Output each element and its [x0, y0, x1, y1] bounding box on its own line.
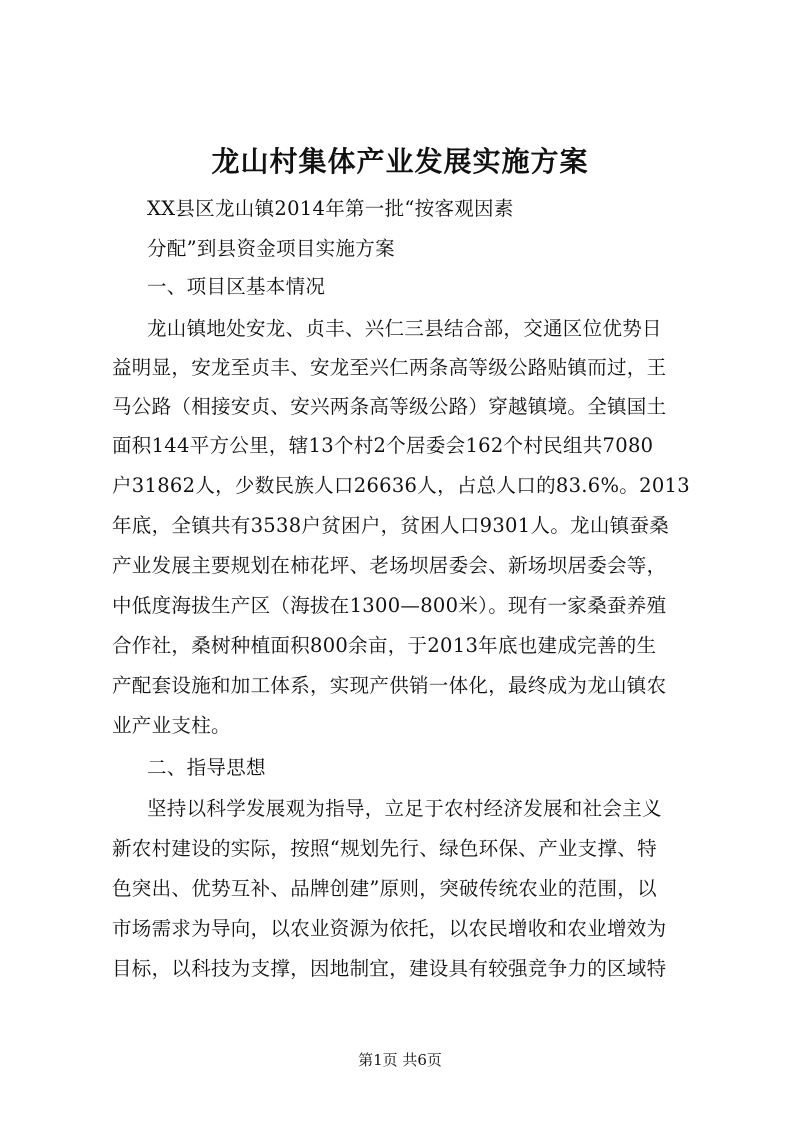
paragraph-line: 年底，全镇共有3538户贫困户，贫困人口9301人。龙山镇蚕桑 — [112, 514, 670, 537]
subtitle-line-2: 分配”到县资金项目实施方案 — [147, 237, 395, 260]
page-footer: 第1页 共6页 — [358, 1051, 442, 1069]
section-heading-2: 二、指导思想 — [147, 756, 266, 779]
subtitle-line-1: XX县区龙山镇2014年第一批“按客观因素 — [147, 197, 514, 220]
paragraph-line: 市场需求为导向，以农业资源为依托，以农民增收和农业增效为 — [112, 917, 667, 940]
paragraph-line: 目标，以科技为支撑，因地制宜，建设具有较强竞争力的区域特 — [112, 957, 667, 980]
section-heading-1: 一、项目区基本情况 — [147, 275, 326, 298]
paragraph-line: 中低度海拔生产区（海拔在1300—800米）。现有一家桑蚕养殖 — [112, 594, 667, 617]
paragraph-line: 新农村建设的实际，按照“规划先行、绿色环保、产业支撑、特 — [112, 837, 657, 860]
paragraph-line: 色突出、优势互补、品牌创建”原则，突破传统农业的范围，以 — [112, 877, 657, 900]
paragraph-line: 益明显，安龙至贞丰、安龙至兴仁两条高等级公路贴镇而过，王 — [112, 356, 667, 379]
paragraph-line: 马公路（相接安贞、安兴两条高等级公路）穿越镇境。全镇国土 — [112, 395, 667, 418]
document-title: 龙山村集体产业发展实施方案 — [211, 145, 589, 178]
paragraph-line: 产配套设施和加工体系，实现产供销一体化，最终成为龙山镇农 — [112, 674, 667, 697]
paragraph-line: 面积144平方公里，辖13个村2个居委会162个村民组共7080 — [112, 434, 654, 457]
paragraph-line: 坚持以科学发展观为指导，立足于农村经济发展和社会主义 — [147, 797, 662, 820]
paragraph-line: 产业发展主要规划在柿花坪、老场坝居委会、新场坝居委会等， — [112, 554, 667, 577]
paragraph-line: 户31862人，少数民族人口26636人，占总人口的83.6%。2013 — [112, 474, 690, 497]
paragraph-line: 合作社，桑树种植面积800余亩，于2013年底也建成完善的生 — [112, 634, 657, 657]
paragraph-line: 龙山镇地处安龙、贞丰、兴仁三县结合部，交通区位优势日 — [147, 317, 662, 340]
paragraph-line: 业产业支柱。 — [112, 714, 231, 737]
